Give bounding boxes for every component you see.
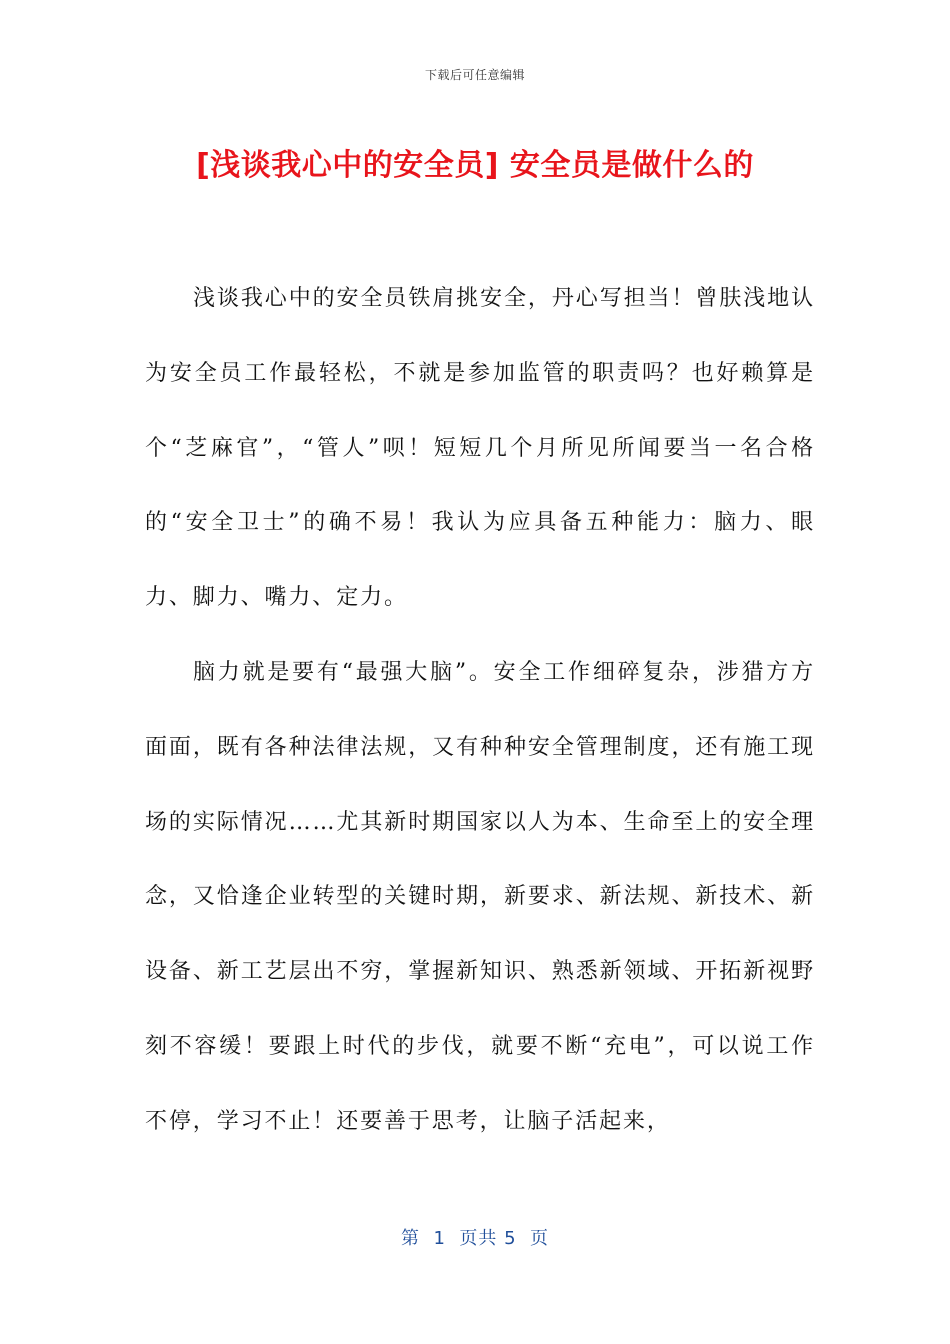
document-title: [浅谈我心中的安全员] 安全员是做什么的: [196, 148, 754, 183]
page-header-note: 下载后可任意编辑: [424, 68, 525, 82]
paragraph-intro: 浅谈我心中的安全员铁肩挑安全，丹心写担当！曾肤浅地认为安全员工作最轻松，不就是参加监管的职责吗？也好赖算是个“芝麻官”，“管人”呗！短短几个月所见所闻要当一名合格的“安全卫士”的确不易！我认为应具备五种能力：脑力、眼力、脚力、嘴力、定力。: [145, 286, 815, 611]
document-body: [145, 262, 815, 1160]
paragraph-brain-power: 脑力就是要有“最强大脑”。安全工作细碎复杂，涉猎方方面面，既有各种法律法规，又有种种安全管理制度，还有施工现场的实际情况……尤其新时期国家以人为本、生命至上的安全理念，又恰逢企业转型的关键时期，新要求、新法规、新技术、新设备、新工艺层出不穷，掌握新知识、熟悉新领域、开拓新视野刻不容缓！要跟上时代的步伐，就要不断“充电”，可以说工作不停，学习不止！还要善于思考，让脑子活起来，: [145, 659, 815, 1134]
page-number-footer: 第 1 页共 5 页: [401, 1228, 549, 1249]
